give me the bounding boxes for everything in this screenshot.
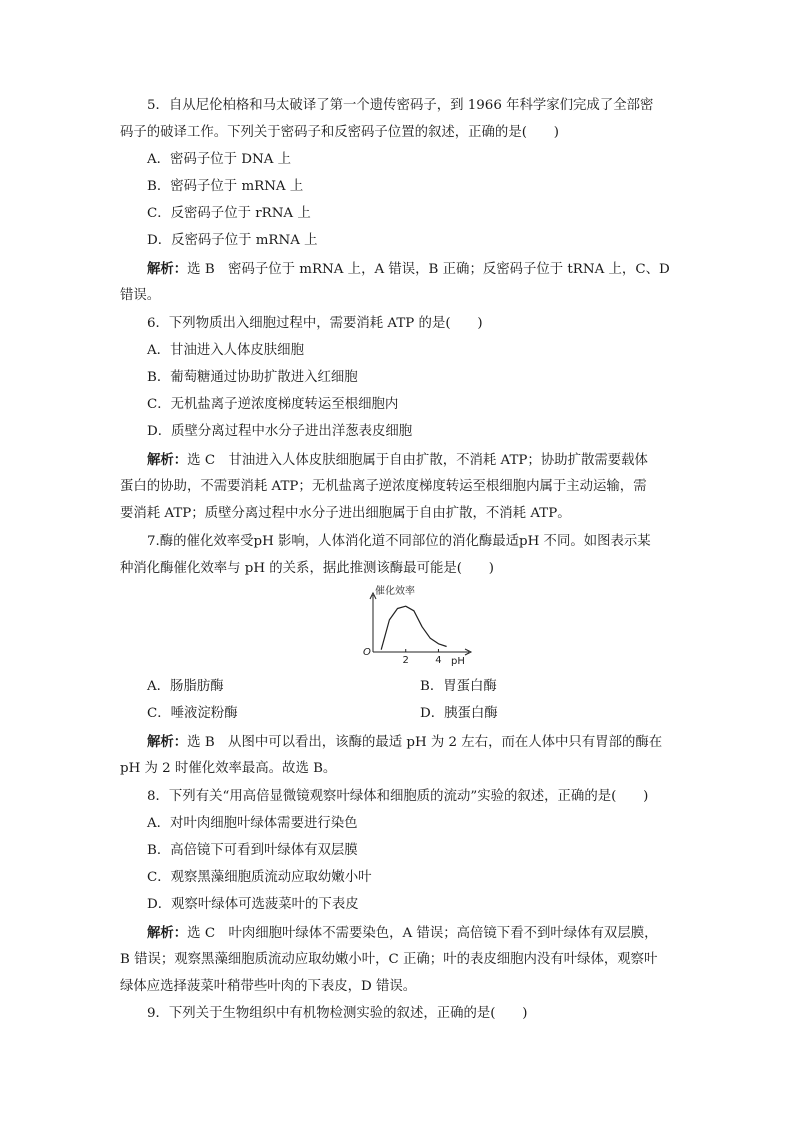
- q6-analysis-text1: 选 C 甘油进入人体皮肤细胞属于自由扩散，不消耗 ATP；协助扩散需要载体: [187, 453, 648, 468]
- q6-stem-line1: 6．下列物质出入细胞过程中，需要消耗 ATP 的是( ): [147, 316, 483, 331]
- q8-option-b: B．高倍镜下可看到叶绿体有双层膜: [147, 843, 358, 858]
- q5-analysis-text1: 选 B 密码子位于 mRNA 上，A 错误，B 正确；反密码子位于 tRNA 上，C、D: [187, 262, 670, 277]
- q8-analysis-line1: [147, 924, 658, 943]
- q8-option-c: C．观察黑藻细胞质流动应取幼嫩小叶: [147, 870, 372, 885]
- q6-option-c: C．无机盐离子逆浓度梯度转运至根细胞内: [147, 397, 399, 412]
- q8-analysis-line2: B 错误；观察黑藻细胞质流动应取幼嫩小叶，C 正确；叶的表皮细胞内没有叶绿体，观察叶: [120, 952, 658, 967]
- q7-option-c: C．唾液淀粉酶: [147, 706, 238, 721]
- q8-option-d: D．观察叶绿体可选菠菜叶的下表皮: [147, 897, 359, 912]
- chart-x-tick-label-4: 4: [435, 655, 442, 666]
- chart-y-label: 催化效率: [375, 586, 415, 597]
- q7-analysis-line1: [147, 733, 662, 752]
- chart-series-line: [381, 606, 446, 650]
- q8-stem-line1: 8．下列有关“用高倍显微镜观察叶绿体和细胞质的流动”实验的叙述，正确的是( ): [147, 789, 649, 804]
- q7-stem-line1: 7.酶的催化效率受pH 影响，人体消化道不同部位的消化酶最适pH 不同。如图表示某: [147, 534, 651, 549]
- q8-analysis-label: 解析：: [147, 925, 188, 941]
- q7-analysis-text1: 选 B 从图中可以看出，该酶的最适 pH 为 2 左右，而在人体中只有胃部的酶在: [187, 735, 663, 750]
- q5-option-c: C．反密码子位于 rRNA 上: [147, 206, 311, 221]
- q7-option-d: D．胰蛋白酶: [420, 706, 498, 721]
- q6-analysis-label: 解析：: [147, 452, 188, 468]
- q7-stem-line2: 种消化酶催化效率与 pH 的关系，据此推测该酶最可能是( ): [120, 561, 494, 576]
- q6-option-b: B．葡萄糖通过协助扩散进入红细胞: [147, 370, 358, 385]
- q8-analysis-line3: 绿体应选择菠菜叶稍带些叶肉的下表皮，D 错误。: [120, 979, 417, 994]
- q6-option-d: D．质壁分离过程中水分子进出洋葱表皮细胞: [147, 424, 413, 439]
- q7-analysis-label: 解析：: [147, 734, 188, 750]
- chart-x-tick-label-2: 2: [402, 655, 409, 666]
- q5-analysis-line2: 错误。: [120, 288, 161, 303]
- q8-analysis-text1: 选 C 叶肉细胞叶绿体不需要染色，A 错误；高倍镜下看不到叶绿体有双层膜，: [187, 926, 658, 941]
- q6-analysis-line2: 蛋白的协助，不需要消耗 ATP；无机盐离子逆浓度梯度转运至根细胞内属于主动运输，需: [120, 479, 647, 494]
- q6-analysis-line3: 要消耗 ATP；质壁分离过程中水分子进出细胞属于自由扩散，不消耗 ATP。: [120, 506, 571, 521]
- chart-x-label: pH: [451, 656, 465, 667]
- q8-option-a: A．对叶肉细胞叶绿体需要进行染色: [147, 816, 358, 831]
- q5-stem-line2: 码子的破译工作。下列关于密码子和反密码子位置的叙述，正确的是( ): [120, 125, 559, 140]
- q6-analysis-line1: [147, 451, 648, 470]
- q6-option-a: A．甘油进入人体皮肤细胞: [147, 343, 304, 358]
- q7-analysis-line2: pH 为 2 时催化效率最高。故选 B。: [120, 761, 337, 776]
- chart-origin-label: O: [363, 647, 371, 658]
- q5-stem-line1: 5．自从尼伦柏格和马太破译了第一个遗传密码子，到 1966 年科学家们完成了全部密: [147, 98, 654, 113]
- q7-option-a: A．肠脂肪酶: [147, 679, 224, 694]
- q5-option-b: B．密码子位于 mRNA 上: [147, 179, 304, 194]
- q7-option-b: B．胃蛋白酶: [420, 679, 497, 694]
- q5-option-a: A．密码子位于 DNA 上: [147, 152, 292, 167]
- q9-stem-line1: 9．下列关于生物组织中有机物检测实验的叙述，正确的是( ): [147, 1006, 528, 1021]
- q5-analysis-label: 解析：: [147, 261, 188, 277]
- enzyme-ph-chart: [355, 585, 475, 674]
- q5-option-d: D．反密码子位于 mRNA 上: [147, 233, 318, 248]
- chart-svg: [355, 585, 475, 670]
- q5-analysis-line1: [147, 260, 670, 279]
